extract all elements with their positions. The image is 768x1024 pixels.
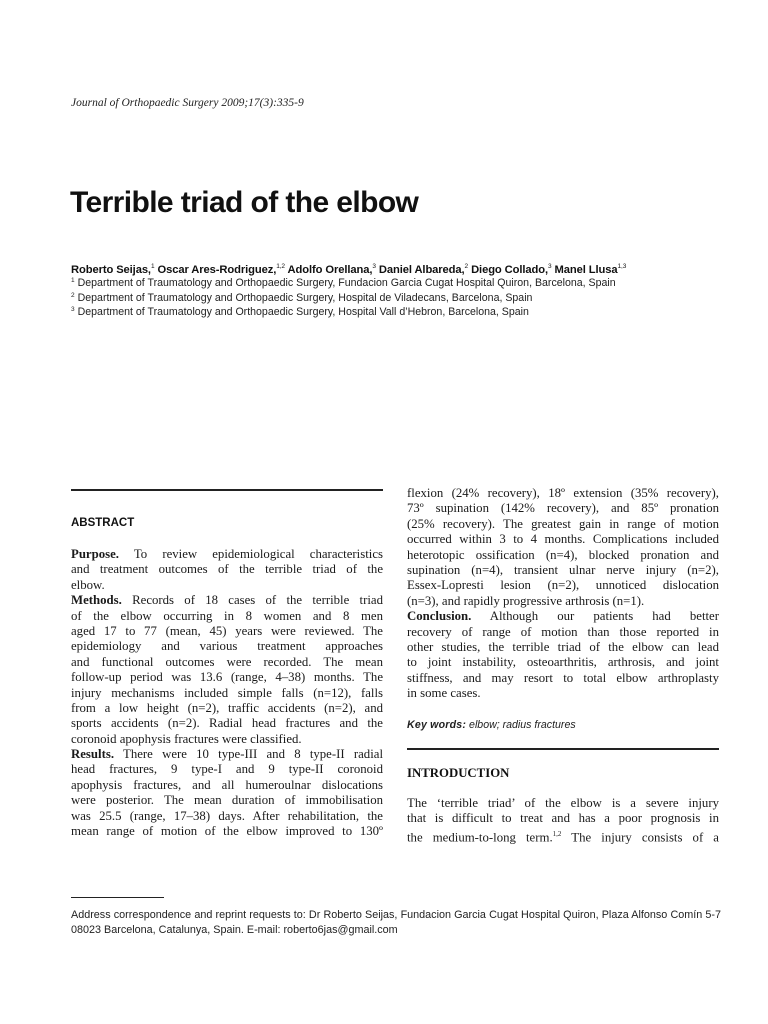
affiliation: $^2$ Department of Traumatology and Orthopaedic Surgery, Hospital de Viladecans, Barcelona, Spain <box>71 292 533 304</box>
text-line: were posterior. The mean duration of immobilisation <box>71 793 383 808</box>
text-line: follow-up period was 13.6 (range, 4–38) months. The <box>71 670 383 685</box>
text-line: The ‘terrible triad’ of the elbow is a severe injury <box>407 796 719 810</box>
keywords-text: elbow; radius fractures <box>466 719 576 731</box>
text-line: occurred within 3 to 4 months. Complications included <box>407 532 719 547</box>
text-line: elbow. <box>71 577 105 592</box>
purpose-label: Purpose. <box>71 547 119 561</box>
abstract-left-column <box>71 547 383 839</box>
text-line: apophysis fractures, and all humeroulnar dislocations <box>71 777 383 792</box>
author: Adolfo Orellana,$^3$ <box>287 263 376 276</box>
text-line: coronoid apophysis fractures were classified. <box>71 731 302 746</box>
abstract-right-column <box>407 486 719 701</box>
text-line: epidemiology and various treatment approaches <box>71 639 383 654</box>
text-line: supination (n=4), transient ulnar nerve injury (n=2), <box>407 562 719 577</box>
text-line: injury mechanisms included simple falls (n=12), falls <box>71 685 383 700</box>
conclusion-line: Conclusion. Although our patients had better <box>407 609 719 624</box>
author-list <box>71 263 626 276</box>
introduction-body <box>407 796 719 845</box>
author: Manel Llusa$^{1,3}$ <box>554 263 627 276</box>
text-line: heterotopic ossification (n=4), blocked pronation and <box>407 547 719 562</box>
text-line: of the elbow occurring in 8 women and 8 men <box>71 608 383 623</box>
conclusion-label: Conclusion. <box>407 609 472 624</box>
methods-line: Methods. Records of 18 cases of the terrible triad <box>71 593 383 608</box>
text-line: other studies, the terrible triad of the elbow can lead <box>407 639 719 654</box>
text-line: from a low height (n=2), traffic accidents (n=2), and <box>71 700 383 715</box>
text-line: Essex-Lopresti lesion (n=2), unnoticed dislocation <box>407 578 719 593</box>
correspondence-footnote: Address correspondence and reprint requests to: Dr Roberto Seijas, Fundacion Garcia Cugat Hospital Quiron, Plaza Alfonso Comín 5-7 08023 Barcelona, Catalunya, Spain. E-mail: roberto6jas@gmail.com <box>71 909 721 936</box>
text-line: (25% recovery). The greatest gain in range of motion <box>407 516 719 531</box>
methods-label: Methods. <box>71 593 122 608</box>
citation-ref: 1,2 <box>552 829 562 838</box>
results-label: Results. <box>71 747 115 762</box>
author: Oscar Ares-Rodriguez,$^{1,2}$ <box>157 263 285 276</box>
author: Daniel Albareda,$^2$ <box>378 263 469 276</box>
text-line: 73º supination (142% recovery), and 85º pronation <box>407 501 719 516</box>
text-line: to joint instability, osteoarthritis, arthrosis, and joint <box>407 655 719 670</box>
text-line: the medium-to-long term.$^{1,2}$ The injury consists of a <box>407 829 719 845</box>
author: Roberto Seijas,$^1$ <box>71 263 155 276</box>
abstract-top-rule <box>71 489 383 491</box>
abstract-heading: ABSTRACT <box>71 517 135 529</box>
footnote-rule <box>71 897 164 898</box>
text-line: stiffness, and may resort to total elbow arthroplasty <box>407 670 719 685</box>
text-line: flexion (24% recovery), 18º extension (35% recovery), <box>407 486 719 500</box>
text-line: that is difficult to treat and has a poor prognosis in <box>407 811 719 826</box>
text-line: and treatment outcomes of the terrible triad of the <box>71 562 383 577</box>
purpose-line: Purpose. To review epidemiological characteristics <box>71 547 383 561</box>
article-title: Terrible triad of the elbow <box>70 186 419 219</box>
results-line: Results. There were 10 type-III and 8 type-II radial <box>71 747 383 762</box>
text-line: mean range of motion of the elbow improved to 130º <box>71 824 383 839</box>
text-line: in some cases. <box>407 686 481 701</box>
author: Diego Collado,$^3$ <box>471 263 552 276</box>
text-line: sports accidents (n=2). Radial head fractures and the <box>71 716 383 731</box>
text-line: and functional outcomes were recorded. The mean <box>71 654 383 669</box>
text-line: (n=3), and rapidly progressive arthrosis (n=1). <box>407 593 645 608</box>
keywords <box>407 719 576 731</box>
keywords-label: Key words: <box>407 719 467 731</box>
text-line: was 25.5 (range, 17–38) days. After rehabilitation, the <box>71 808 383 823</box>
affiliation: $^3$ Department of Traumatology and Orthopaedic Surgery, Hospital Vall d’Hebron, Barcelona, Spain <box>71 306 529 318</box>
text-line: aged 17 to 77 (mean, 45) years were reviewed. The <box>71 623 383 638</box>
journal-citation: Journal of Orthopaedic Surgery 2009;17(3):335-9 <box>71 97 304 109</box>
text-line: recovery of range of motion than those reported in <box>407 624 719 639</box>
abstract-bottom-rule <box>407 748 719 750</box>
affiliation: $^1$ Department of Traumatology and Orthopaedic Surgery, Fundacion Garcia Cugat Hospital Quiron, Barcelona, Spain <box>71 277 616 289</box>
introduction-heading: INTRODUCTION <box>407 766 510 780</box>
text-line: head fractures, 9 type-I and 9 type-II coronoid <box>71 762 383 777</box>
